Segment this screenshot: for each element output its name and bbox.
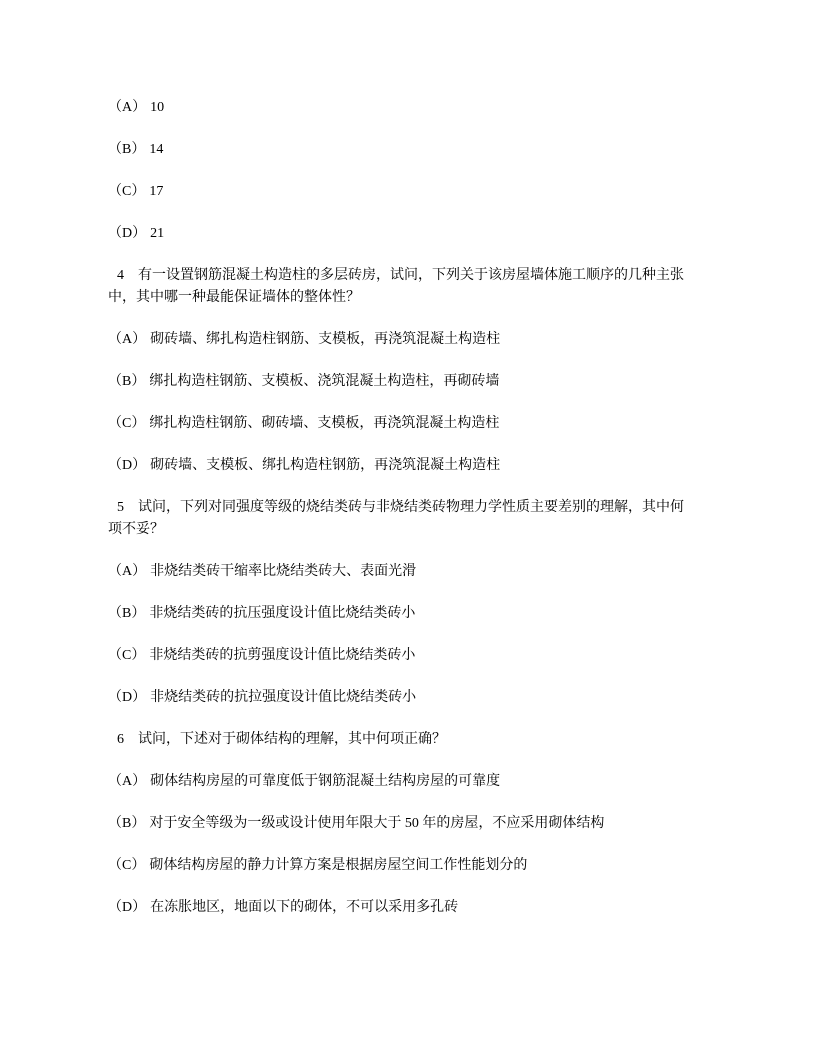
question-text: 有一设置钢筋混凝土构造柱的多层砖房，试问，下列关于该房屋墙体施工顺序的几种主张中，其中哪一种最能保证墙体的整体性？ <box>108 268 684 305</box>
option-text: 非烧结类砖干缩率比烧结类砖大、表面光滑 <box>150 564 417 579</box>
option-row <box>108 413 690 435</box>
option-label: （A） <box>108 774 147 789</box>
option-text: 绑扎构造柱钢筋、支模板、浇筑混凝土构造柱，再砌砖墙 <box>149 374 500 389</box>
option-text: 对于安全等级为一级或设计使用年限大于 50 年的房屋，不应采用砌体结构 <box>149 816 605 831</box>
option-row <box>108 897 690 919</box>
option-row <box>108 561 690 583</box>
option-label: （D） <box>108 690 147 705</box>
option-text: 绑扎构造柱钢筋、砌砖墙、支模板，再浇筑混凝土构造柱 <box>149 416 500 431</box>
option-text: 21 <box>150 226 165 241</box>
option-row <box>108 771 690 793</box>
option-row <box>108 855 690 877</box>
option-label: （B） <box>108 374 146 389</box>
option-text: 10 <box>150 100 165 115</box>
option-text: 14 <box>149 142 164 157</box>
option-row <box>108 181 690 203</box>
option-text: 非烧结类砖的抗剪强度设计值比烧结类砖小 <box>149 648 416 663</box>
option-label: （C） <box>108 648 146 663</box>
option-row <box>108 603 690 625</box>
option-row <box>108 329 690 351</box>
option-label: （C） <box>108 858 146 873</box>
option-label: （B） <box>108 816 146 831</box>
option-row <box>108 223 690 245</box>
option-text: 在冻胀地区，地面以下的砌体，不可以采用多孔砖 <box>150 900 459 915</box>
option-row <box>108 687 690 709</box>
question-number: 4 <box>117 268 124 283</box>
question-stem <box>108 497 690 541</box>
option-text: 砌砖墙、绑扎构造柱钢筋、支模板，再浇筑混凝土构造柱 <box>150 332 501 347</box>
option-text: 非烧结类砖的抗拉强度设计值比烧结类砖小 <box>150 690 417 705</box>
option-text: 砌体结构房屋的静力计算方案是根据房屋空间工作性能划分的 <box>149 858 528 873</box>
question-text: 试问，下列对同强度等级的烧结类砖与非烧结类砖物理力学性质主要差别的理解，其中何项不妥？ <box>108 500 684 537</box>
option-row <box>108 371 690 393</box>
option-label: （C） <box>108 184 146 199</box>
option-label: （A） <box>108 332 147 347</box>
question-stem <box>108 729 690 751</box>
option-label: （D） <box>108 900 147 915</box>
option-label: （C） <box>108 416 146 431</box>
option-label: （B） <box>108 606 146 621</box>
document-content <box>108 97 690 919</box>
option-row <box>108 97 690 119</box>
option-row <box>108 139 690 161</box>
option-text: 砌砖墙、支模板、绑扎构造柱钢筋，再浇筑混凝土构造柱 <box>150 458 501 473</box>
option-row <box>108 455 690 477</box>
option-text: 非烧结类砖的抗压强度设计值比烧结类砖小 <box>149 606 416 621</box>
option-label: （A） <box>108 100 147 115</box>
option-label: （D） <box>108 458 147 473</box>
option-text: 砌体结构房屋的可靠度低于钢筋混凝土结构房屋的可靠度 <box>150 774 501 789</box>
question-number: 5 <box>117 500 124 515</box>
option-row <box>108 813 690 835</box>
option-text: 17 <box>149 184 164 199</box>
option-label: （D） <box>108 226 147 241</box>
question-number: 6 <box>117 732 124 747</box>
option-row <box>108 645 690 667</box>
question-stem <box>108 265 690 309</box>
option-label: （A） <box>108 564 147 579</box>
option-label: （B） <box>108 142 146 157</box>
question-text: 试问，下述对于砌体结构的理解，其中何项正确？ <box>138 732 446 747</box>
